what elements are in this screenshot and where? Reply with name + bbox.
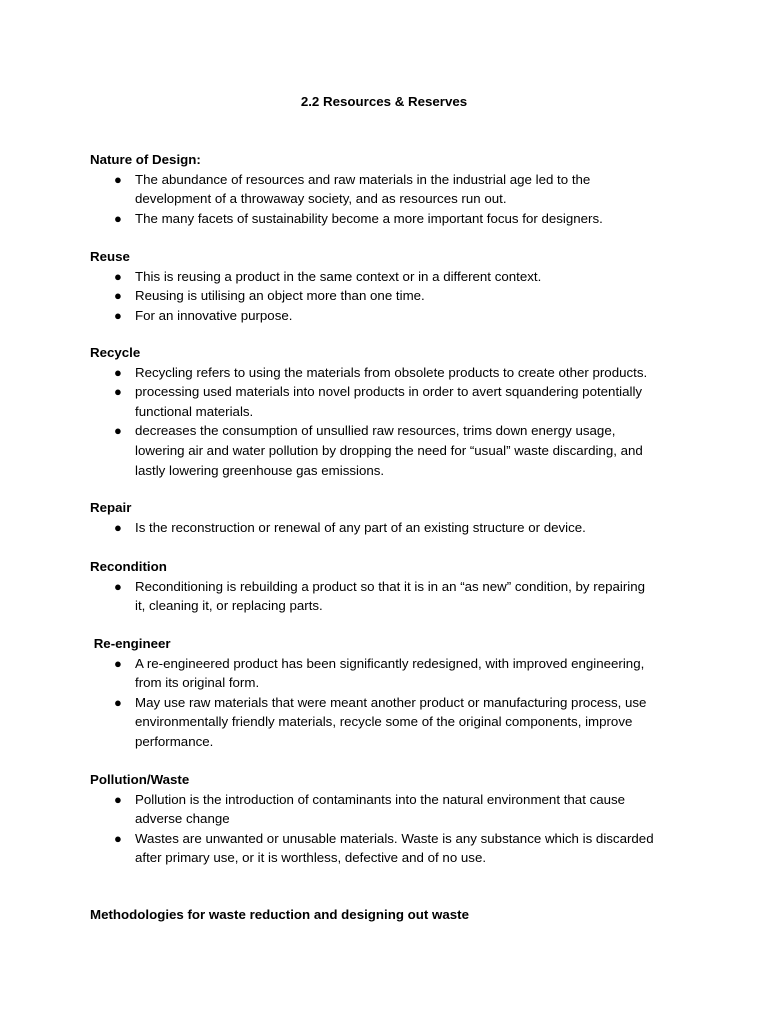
section-nature-of-design (90, 150, 690, 228)
list-item: ● Recycling refers to using the materials from obsolete products to create other products. (90, 363, 690, 383)
bullet-list (90, 654, 690, 752)
bullet-icon: ● (114, 171, 122, 187)
list-item: ● Is the reconstruction or renewal of any part of an existing structure or device. (90, 518, 690, 538)
list-item: ● Reconditioning is rebuilding a product so that it is in an “as new” condition, by repairing it, cleaning it, or replacing parts. (114, 578, 646, 614)
section-re-engineer (90, 634, 690, 752)
list-item: ● Wastes are unwanted or unusable materials. Waste is any substance which is discarded after primary use, or it is worthless, defective and of no use. (114, 830, 654, 866)
list-item: ● processing used materials into novel products in order to avert squandering potentially functional materials. (114, 384, 643, 419)
section-heading: Nature of Design: (90, 152, 201, 167)
section-pollution-waste (90, 770, 690, 868)
section-heading: Recycle (90, 345, 141, 360)
section-recycle (90, 343, 690, 480)
bullet-icon: ● (114, 288, 122, 304)
bullet-icon: ● (114, 655, 122, 671)
list-item: ● The many facets of sustainability become a more important focus for designers. (90, 209, 690, 229)
bullet-list (90, 518, 690, 538)
section-heading: Re-engineer (90, 636, 171, 651)
bullet-list (90, 790, 690, 868)
bullet-icon: ● (114, 423, 122, 439)
bullet-icon: ● (114, 519, 122, 535)
section-heading: Reuse (90, 249, 130, 264)
list-item: ● May use raw materials that were meant another product or manufacturing process, use environmentally friendly materials, recycle some of the original components, improve performance. (114, 694, 647, 749)
bullet-icon: ● (114, 578, 122, 594)
bullet-icon: ● (114, 210, 122, 226)
list-item: ● A re-engineered product has been significantly redesigned, with improved engineering, from its original form. (114, 655, 645, 691)
bullet-icon: ● (114, 307, 122, 323)
bullet-icon: ● (114, 791, 122, 807)
list-item: ● decreases the consumption of unsullied raw resources, trims down energy usage, lowering air and water pollution by dropping the need for “usual” waste discarding, and lastly lowering greenhouse gas emissions. (114, 423, 643, 478)
bullet-icon: ● (114, 268, 122, 284)
bullet-list (90, 170, 690, 229)
list-item: ● Pollution is the introduction of contaminants into the natural environment that cause adverse change (114, 791, 626, 827)
bullet-icon: ● (114, 694, 122, 710)
section-heading: Pollution/Waste (90, 772, 190, 787)
bullet-list (90, 577, 690, 616)
bullet-list (90, 267, 690, 326)
list-item: ● This is reusing a product in the same context or in a different context. (90, 267, 690, 287)
bullet-icon: ● (114, 830, 122, 846)
list-item: ● Reusing is utilising an object more than one time. (90, 286, 690, 306)
list-item: ● The abundance of resources and raw materials in the industrial age led to the development of a throwaway society, and as resources run out. (114, 171, 591, 207)
section-recondition (90, 557, 690, 616)
section-reuse (90, 247, 690, 325)
bullet-icon: ● (114, 384, 122, 400)
bullet-icon: ● (114, 364, 122, 380)
section-repair (90, 498, 690, 537)
section-heading: Recondition (90, 559, 167, 574)
section-methodologies (90, 905, 690, 925)
section-heading: Methodologies for waste reduction and designing out waste (90, 907, 469, 922)
page-title: 2.2 Resources & Reserves (300, 94, 468, 109)
section-heading: Repair (90, 500, 132, 515)
list-item: ● For an innovative purpose. (90, 306, 690, 326)
bullet-list (90, 363, 690, 481)
